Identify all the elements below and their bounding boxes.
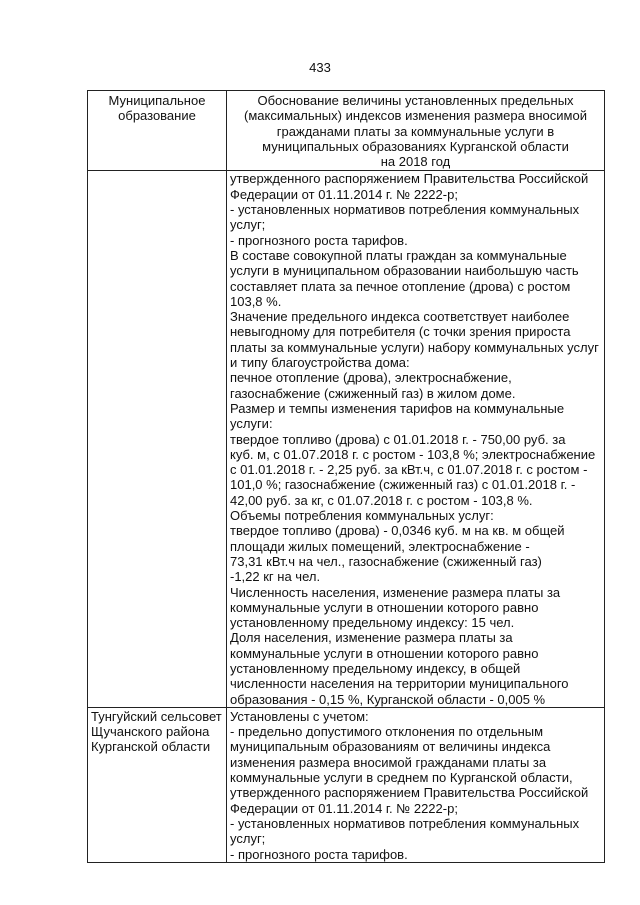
text-line: -1,22 кг на чел.	[230, 569, 321, 585]
text-line: коммунальные услуги в отношении которого равно	[230, 645, 539, 661]
justification-cell	[227, 171, 605, 707]
text-line: Щучанского района	[91, 724, 210, 740]
text-line: Муниципальное	[108, 93, 206, 108]
text-line: (максимальных) индексов изменения размера вносимой	[244, 108, 587, 124]
text-line: и типу благоустройства дома:	[230, 355, 410, 371]
text-line: твердое топливо (дрова) - 0,0346 куб. м на кв. м общей	[230, 523, 565, 539]
header-justification	[227, 91, 605, 171]
text-line: куб. м, с 01.07.2018 г. с ростом - 103,8 %; электроснабжение	[230, 446, 596, 462]
text-line: коммунальные услуги в среднем по Курганской области,	[230, 770, 573, 786]
table-row	[88, 171, 605, 707]
header-municipality	[88, 91, 227, 171]
text-line: площади жилых помещений, электроснабжение -	[230, 538, 530, 554]
text-line: 101,0 %; газоснабжение (сжиженный газ) с 01.01.2018 г. -	[230, 477, 576, 493]
text-line: утвержденного распоряжением Правительства Российской	[230, 785, 589, 801]
text-line: Федерации от 01.11.2014 г. № 2222-р;	[230, 186, 458, 202]
text-line: утвержденного распоряжением Правительства Российской	[230, 171, 589, 187]
table-row	[88, 707, 605, 862]
text-line: Установлены с учетом:	[230, 708, 369, 724]
text-line: 42,00 руб. за кг, с 01.07.2018 г. с ростом - 103,8 %.	[230, 492, 533, 508]
text-line: образования - 0,15 %, Курганской области - 0,005 %	[230, 691, 546, 707]
indices-table	[87, 90, 605, 863]
text-line: составляет плата за печное отопление (дрова) с ростом	[230, 278, 571, 294]
text-line: с 01.01.2018 г. - 2,25 руб. за кВт.ч, с 01.07.2018 г. с ростом -	[230, 462, 588, 478]
text-line: услуги в муниципальном образовании наибольшую часть	[230, 263, 579, 279]
text-line: изменения размера вносимой гражданами платы за	[230, 754, 547, 770]
text-line: Размер и темпы изменения тарифов на коммунальные	[230, 400, 565, 416]
text-line: муниципальных образованиях Курганской области	[262, 138, 569, 154]
text-line: твердое топливо (дрова) с 01.01.2018 г. - 750,00 руб. за	[230, 431, 566, 447]
text-line: - предельно допустимого отклонения по отдельным	[230, 724, 544, 740]
text-line: В составе совокупной платы граждан за коммунальные	[230, 247, 567, 263]
text-line: численности населения на территории муниципального	[230, 676, 569, 692]
text-line: Доля населения, изменение размера платы за	[230, 630, 513, 646]
text-line: Значение предельного индекса соответствует наиболее	[230, 309, 570, 325]
text-line: - установленных нормативов потребления коммунальных	[230, 815, 580, 831]
municipality-cell	[88, 171, 227, 707]
justification-cell	[227, 707, 605, 862]
text-line: гражданами платы за коммунальные услуги в	[276, 123, 555, 139]
text-line: 73,31 кВт.ч на чел., газоснабжение (сжиженный газ)	[230, 553, 542, 569]
text-line: услуги:	[230, 416, 273, 432]
text-line: Численность населения, изменение размера платы за	[230, 584, 561, 600]
text-line: платы за коммунальные услуги) набору коммунальных услуг	[230, 339, 599, 355]
text-line: услуг;	[230, 831, 266, 847]
text-line: - прогнозного роста тарифов.	[230, 846, 408, 862]
text-line: Тунгуйский сельсовет	[91, 708, 222, 724]
text-line: Федерации от 01.11.2014 г. № 2222-р;	[230, 800, 458, 816]
text-line: Курганской области	[91, 739, 211, 755]
text-line: образование	[118, 108, 196, 124]
text-line: установленному предельному индексу: 15 чел.	[230, 615, 515, 631]
text-line: - прогнозного роста тарифов.	[230, 232, 408, 248]
text-line: муниципальным образованиям от величины индекса	[230, 739, 551, 755]
text-line: услуг;	[230, 217, 266, 233]
text-line: печное отопление (дрова), электроснабжение,	[230, 370, 512, 386]
text-line: газоснабжение (сжиженный газ) в жилом доме.	[230, 385, 516, 401]
text-line: установленному предельному индексу, в общей	[230, 660, 521, 676]
table-header-row	[88, 91, 605, 171]
text-line: Объемы потребления коммунальных услуг:	[230, 508, 494, 524]
text-line: - установленных нормативов потребления коммунальных	[230, 202, 580, 218]
municipality-cell	[88, 707, 227, 862]
text-line: Обоснование величины установленных предельных	[257, 93, 574, 108]
text-line: на 2018 год	[380, 154, 451, 170]
page-number: 433	[309, 60, 331, 75]
text-line: 103,8 %.	[230, 293, 282, 309]
text-line: невыгодному для потребителя (с точки зрения прироста	[230, 324, 571, 340]
text-line: коммунальные услуги в отношении которого равно	[230, 599, 539, 615]
